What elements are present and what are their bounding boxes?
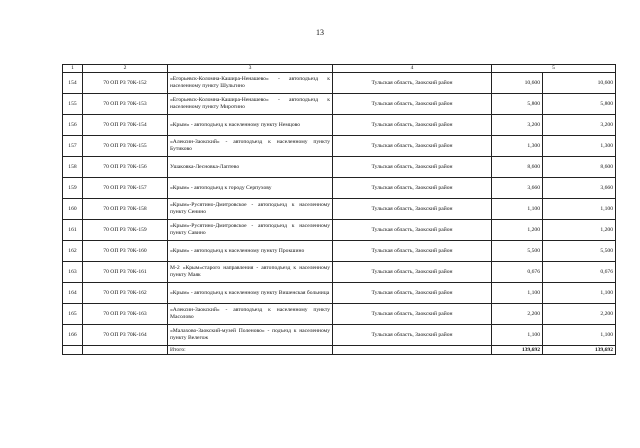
road-location: Тульская область, Заокский район <box>333 157 492 178</box>
road-length-1: 1,100 <box>492 325 543 346</box>
road-length-1: 1,300 <box>492 136 543 157</box>
road-code: 70 ОП РЗ 70К-159 <box>83 220 168 241</box>
row-number: 165 <box>63 304 83 325</box>
road-location: Тульская область, Заокский район <box>333 325 492 346</box>
road-length-2: 3,200 <box>543 115 616 136</box>
header-cell-1: 1 <box>63 65 83 73</box>
table-row <box>63 115 616 136</box>
road-length-2: 1,100 <box>543 325 616 346</box>
road-name: «Крым»-Руcятино-Дмитровское - автоподъезд к населенному пункту Савино <box>168 220 333 241</box>
header-cell-4: 4 <box>333 65 492 73</box>
road-name: «Крым» - автоподъезд к населенному пункту Вишенская больница <box>168 283 333 304</box>
row-number: 158 <box>63 157 83 178</box>
road-location: Тульская область, Заокский район <box>333 199 492 220</box>
table-row <box>63 262 616 283</box>
road-length-1: 1,100 <box>492 199 543 220</box>
road-length-2: 2,200 <box>543 304 616 325</box>
total-empty-2 <box>83 346 168 355</box>
road-length-2: 1,300 <box>543 136 616 157</box>
road-name: «Крым»-Руcятино-Дмитровское - автоподъезд к населенному пункту Сенино <box>168 199 333 220</box>
row-number: 164 <box>63 283 83 304</box>
row-number: 154 <box>63 73 83 94</box>
road-code: 70 ОП РЗ 70К-152 <box>83 73 168 94</box>
road-code: 70 ОП РЗ 70К-157 <box>83 178 168 199</box>
road-name: Ушакoвка-Лесновка-Лаптево <box>168 157 333 178</box>
road-location: Тульская область, Заокский район <box>333 241 492 262</box>
road-code: 70 ОП РЗ 70К-156 <box>83 157 168 178</box>
road-location: Тульская область, Заокский район <box>333 115 492 136</box>
table-row <box>63 178 616 199</box>
table-row <box>63 325 616 346</box>
row-number: 155 <box>63 94 83 115</box>
header-row <box>63 65 616 73</box>
row-number: 160 <box>63 199 83 220</box>
row-number: 161 <box>63 220 83 241</box>
road-code: 70 ОП РЗ 70К-158 <box>83 199 168 220</box>
road-location: Тульская область, Заокский район <box>333 136 492 157</box>
row-number: 159 <box>63 178 83 199</box>
road-name: М-2 «Крым»старого направления - автоподъезд к населенному пункту Маяк <box>168 262 333 283</box>
road-name: «Алексин-Заокский» - автоподъезд к населенному пункту Масолово <box>168 304 333 325</box>
road-length-1: 1,100 <box>492 283 543 304</box>
road-name: «Егорьевск-Коломна-Кашира-Ненашево» - автоподъезд к населенному пункту Шульгино <box>168 73 333 94</box>
table-row <box>63 283 616 304</box>
table-row <box>63 220 616 241</box>
road-length-1: 3,200 <box>492 115 543 136</box>
table-row <box>63 73 616 94</box>
road-code: 70 ОП РЗ 70К-162 <box>83 283 168 304</box>
road-location: Тульская область, Заокский район <box>333 220 492 241</box>
road-name: «Малахово-Заокский-музей Поленово» - подъезд к населенному пункту Велегож <box>168 325 333 346</box>
row-number: 156 <box>63 115 83 136</box>
road-length-2: 0,676 <box>543 262 616 283</box>
table-row <box>63 241 616 262</box>
table-row <box>63 199 616 220</box>
road-length-1: 5,500 <box>492 241 543 262</box>
road-length-2: 8,600 <box>543 157 616 178</box>
road-location: Тульская область, Заокский район <box>333 262 492 283</box>
total-label: Итого: <box>168 346 333 355</box>
road-code: 70 ОП РЗ 70К-161 <box>83 262 168 283</box>
table-row <box>63 136 616 157</box>
total-value-2: 139,692 <box>543 346 616 355</box>
road-length-2: 5,500 <box>543 241 616 262</box>
total-empty-1 <box>63 346 83 355</box>
road-name: «Крым» - автоподъезд к населенному пункту Немцово <box>168 115 333 136</box>
road-length-1: 2,200 <box>492 304 543 325</box>
table-row <box>63 157 616 178</box>
road-code: 70 ОП РЗ 70К-153 <box>83 94 168 115</box>
road-location: Тульская область, Заокский район <box>333 283 492 304</box>
road-name: «Алексин-Заокский» - автоподъезд к населенному пункту Бутиково <box>168 136 333 157</box>
table-row <box>63 94 616 115</box>
road-location: Тульская область, Заокский район <box>333 178 492 199</box>
road-location: Тульская область, Заокский район <box>333 94 492 115</box>
total-row <box>63 346 616 355</box>
road-length-2: 1,100 <box>543 199 616 220</box>
road-length-1: 10,600 <box>492 73 543 94</box>
road-length-1: 0,676 <box>492 262 543 283</box>
total-value-1: 139,692 <box>492 346 543 355</box>
road-location: Тульская область, Заокский район <box>333 304 492 325</box>
road-code: 70 ОП РЗ 70К-163 <box>83 304 168 325</box>
road-name: «Крым» - автоподъезд к городу Серпухову <box>168 178 333 199</box>
row-number: 166 <box>63 325 83 346</box>
road-location: Тульская область, Заокский район <box>333 73 492 94</box>
road-length-2: 5,800 <box>543 94 616 115</box>
road-length-1: 1,200 <box>492 220 543 241</box>
road-code: 70 ОП РЗ 70К-164 <box>83 325 168 346</box>
road-length-1: 3,660 <box>492 178 543 199</box>
road-length-1: 5,800 <box>492 94 543 115</box>
road-length-2: 3,660 <box>543 178 616 199</box>
road-length-2: 1,100 <box>543 283 616 304</box>
road-name: «Егорьевск-Коломна-Кашира-Ненашево» - автоподъезд к населенному пункту Миротино <box>168 94 333 115</box>
road-name: «Крым» - автоподъезд к населенному пункту Прокшино <box>168 241 333 262</box>
road-length-1: 8,600 <box>492 157 543 178</box>
page-number: 13 <box>316 28 324 37</box>
total-empty-4 <box>333 346 492 355</box>
header-cell-3: 3 <box>168 65 333 73</box>
row-number: 162 <box>63 241 83 262</box>
header-cell-5: 5 <box>492 65 616 73</box>
road-code: 70 ОП РЗ 70К-160 <box>83 241 168 262</box>
road-length-2: 10,600 <box>543 73 616 94</box>
road-code: 70 ОП РЗ 70К-154 <box>83 115 168 136</box>
road-code: 70 ОП РЗ 70К-155 <box>83 136 168 157</box>
row-number: 163 <box>63 262 83 283</box>
row-number: 157 <box>63 136 83 157</box>
header-cell-2: 2 <box>83 65 168 73</box>
roads-table <box>62 64 616 355</box>
table-row <box>63 304 616 325</box>
road-length-2: 1,200 <box>543 220 616 241</box>
